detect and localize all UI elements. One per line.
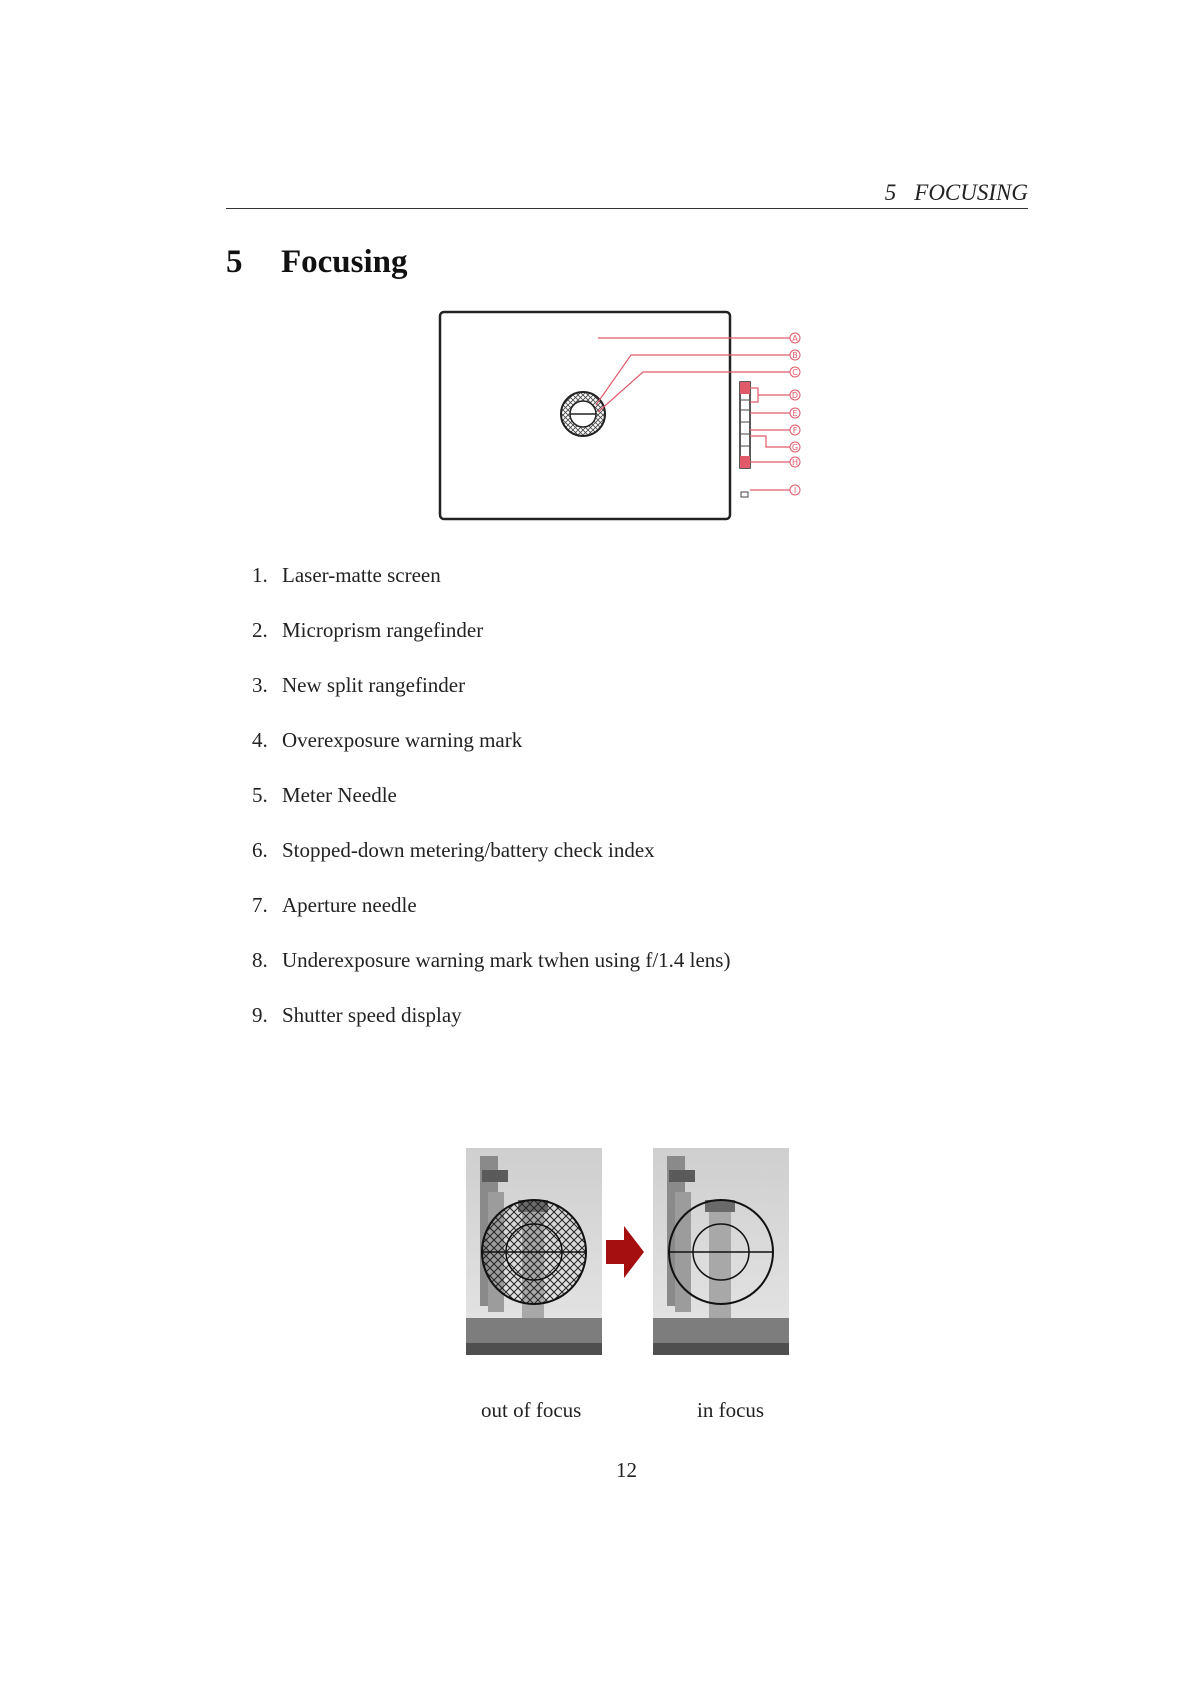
running-head <box>226 178 1028 209</box>
callout-letter: B <box>792 351 798 360</box>
list-item <box>252 948 730 1003</box>
section-title: Focusing <box>281 244 408 280</box>
in-focus-photo <box>653 1148 789 1355</box>
section-heading <box>226 244 408 281</box>
list-item <box>252 893 730 948</box>
list-item-number: 9. <box>252 1003 268 1027</box>
callout-letter: I <box>793 486 797 495</box>
legend-list <box>252 563 730 1058</box>
caption-in-focus: in focus <box>697 1398 765 1422</box>
running-head-text <box>885 180 1028 206</box>
underexposure-mark <box>740 456 750 468</box>
list-item-label: Stopped-down metering/battery check index <box>282 838 655 862</box>
callout-letter: C <box>792 368 798 377</box>
callout-letter: H <box>791 458 799 467</box>
list-item-number: 1. <box>252 563 268 587</box>
page-number: 12 <box>616 1458 637 1482</box>
list-item <box>252 728 730 783</box>
list-item-number: 6. <box>252 838 268 862</box>
list-item-number: 4. <box>252 728 268 752</box>
list-item-label: Laser-matte screen <box>282 563 441 587</box>
callout-letter: G <box>791 443 799 452</box>
viewfinder-diagram <box>438 310 808 524</box>
section-number: 5 <box>226 244 243 280</box>
list-item-label: Shutter speed display <box>282 1003 462 1027</box>
list-item-number: 5. <box>252 783 268 807</box>
list-item <box>252 673 730 728</box>
list-item <box>252 563 730 618</box>
right-arrow-icon <box>606 1226 646 1278</box>
list-item-number: 2. <box>252 618 268 642</box>
callout-letter: A <box>792 334 798 343</box>
list-item-number: 8. <box>252 948 268 972</box>
list-item-label: New split rangefinder <box>282 673 466 697</box>
list-item <box>252 1003 730 1058</box>
out-of-focus-photo <box>466 1148 602 1355</box>
meter-display-strip <box>740 382 750 468</box>
shutter-speed-window <box>741 492 748 497</box>
list-item-label: Meter Needle <box>282 783 397 807</box>
list-item <box>252 838 730 893</box>
list-item <box>252 618 730 673</box>
caption-out-of-focus: out of focus <box>481 1398 582 1422</box>
list-item-label: Aperture needle <box>282 893 417 917</box>
list-item-label: Overexposure warning mark <box>282 728 523 752</box>
running-head-title: FOCUSING <box>914 180 1028 205</box>
callout-letter: F <box>792 426 798 435</box>
overexposure-mark <box>740 382 750 394</box>
list-item-label: Microprism rangefinder <box>282 618 484 642</box>
running-head-number: 5 <box>884 180 897 205</box>
list-item <box>252 783 730 838</box>
callout-letter: D <box>791 391 799 400</box>
list-item-label: Underexposure warning mark twhen using f/1.4 lens) <box>282 948 731 972</box>
list-item-number: 3. <box>252 673 268 697</box>
callout-letter: E <box>792 409 798 418</box>
list-item-number: 7. <box>252 893 268 917</box>
